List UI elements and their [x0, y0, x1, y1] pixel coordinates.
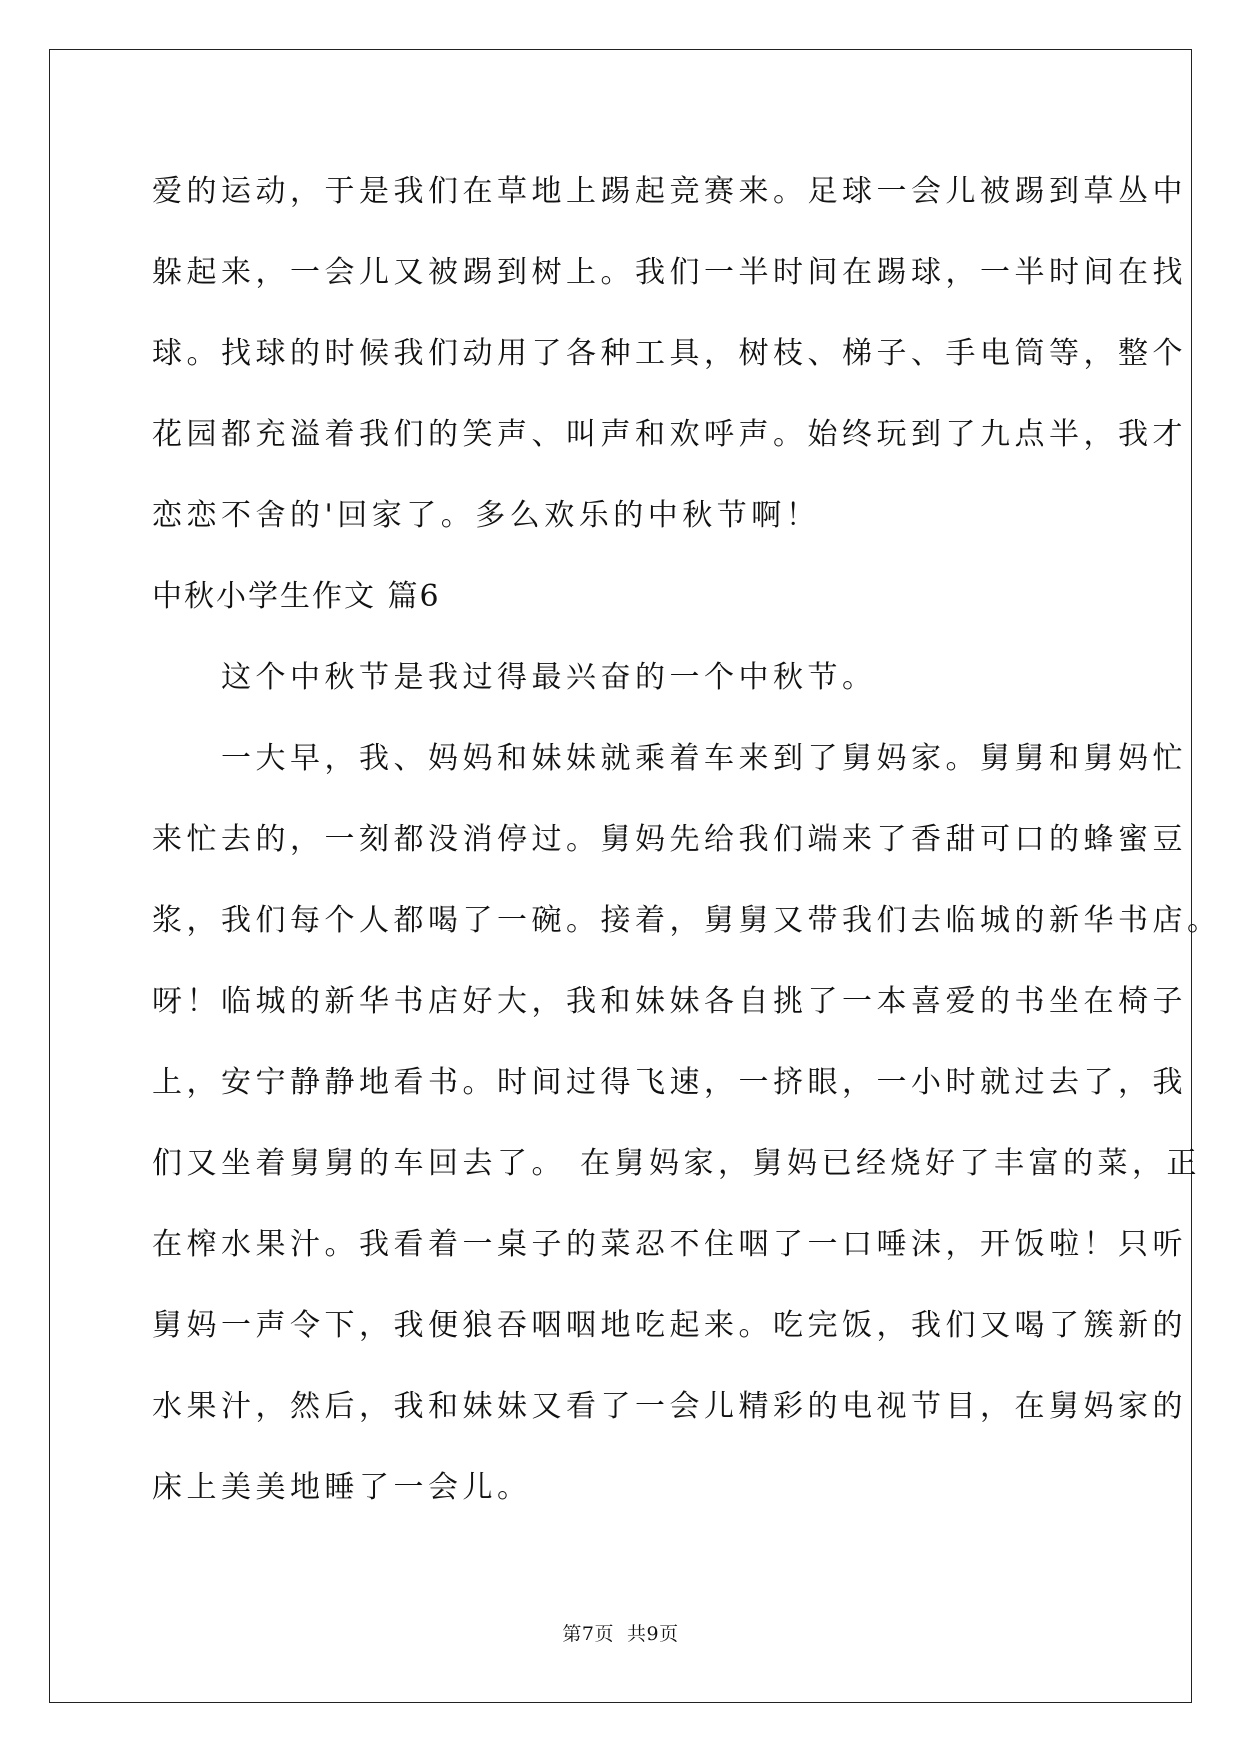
paragraph-line: 舅妈一声令下，我便狼吞咽咽地吃起来。吃完饭，我们又喝了簇新的	[152, 1308, 1187, 1343]
paragraph-line: 爱的运动，于是我们在草地上踢起竞赛来。足球一会儿被踢到草丛中	[152, 174, 1187, 209]
paragraph-line: 这个中秋节是我过得最兴奋的一个中秋节。	[152, 660, 877, 695]
paragraph-line: 一大早，我、妈妈和妹妹就乘着车来到了舅妈家。舅舅和舅妈忙	[152, 741, 1187, 776]
paragraph-line: 水果汁，然后，我和妹妹又看了一会儿精彩的电视节目，在舅妈家的	[152, 1389, 1187, 1424]
paragraph-line: 呀！临城的新华书店好大，我和妹妹各自挑了一本喜爱的书坐在椅子	[152, 984, 1187, 1019]
paragraph-line: 浆，我们每个人都喝了一碗。接着，舅舅又带我们去临城的新华书店。	[152, 903, 1222, 938]
page-footer: 第7页 共9页	[562, 1623, 679, 1645]
paragraph-line: 恋恋不舍的'回家了。多么欢乐的中秋节啊！	[152, 498, 821, 533]
paragraph-line: 们又坐着舅舅的车回去了。 在舅妈家，舅妈已经烧好了丰富的菜，正	[152, 1146, 1202, 1181]
page-border	[49, 49, 1192, 1703]
paragraph-line: 球。找球的时候我们动用了各种工具，树枝、梯子、手电筒等，整个	[152, 336, 1187, 371]
paragraph-line: 床上美美地睡了一会儿。	[152, 1470, 532, 1505]
paragraph-line: 花园都充溢着我们的笑声、叫声和欢呼声。始终玩到了九点半，我才	[152, 417, 1187, 452]
paragraph-line: 躲起来，一会儿又被踢到树上。我们一半时间在踢球，一半时间在找	[152, 255, 1187, 290]
paragraph-line: 在榨水果汁。我看着一桌子的菜忍不住咽了一口唾沫，开饭啦！只听	[152, 1227, 1187, 1262]
paragraph-line: 来忙去的，一刻都没消停过。舅妈先给我们端来了香甜可口的蜂蜜豆	[152, 822, 1187, 857]
paragraph-line: 上，安宁静静地看书。时间过得飞速，一挤眼，一小时就过去了，我	[152, 1065, 1187, 1100]
section-heading: 中秋小学生作文 篇6	[152, 579, 441, 614]
